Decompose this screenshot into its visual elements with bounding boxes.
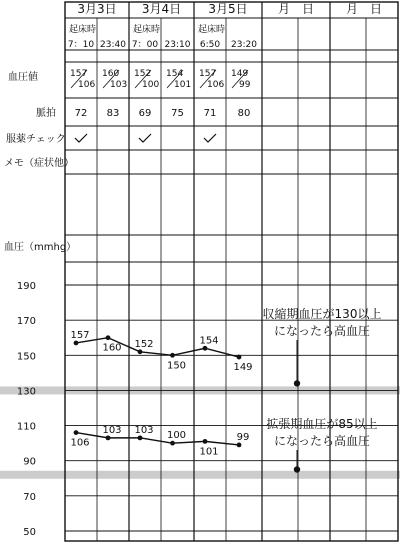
pulse-value: 75 bbox=[171, 108, 184, 119]
data-point bbox=[203, 439, 208, 444]
time-label: 7：00 bbox=[131, 40, 159, 50]
wake-label: 起床時 bbox=[198, 25, 226, 35]
annotation-text: 収縮期血圧が130以上 bbox=[262, 307, 382, 321]
data-point bbox=[138, 349, 143, 354]
date-header: 3月3日 bbox=[77, 2, 117, 16]
bp-systolic: 149 bbox=[231, 69, 249, 79]
data-point bbox=[170, 441, 175, 446]
time-label: 6:50 bbox=[199, 40, 221, 50]
data-point bbox=[170, 353, 175, 358]
y-tick-label: 70 bbox=[23, 491, 36, 503]
y-tick-label: 150 bbox=[16, 351, 36, 363]
pulse-value: 83 bbox=[106, 108, 120, 119]
data-label: 103 bbox=[102, 424, 122, 436]
series-line-1 bbox=[76, 433, 239, 445]
annotation-text: になったら高血圧 bbox=[273, 324, 371, 338]
y-tick-label: 110 bbox=[16, 421, 36, 433]
data-point bbox=[138, 435, 143, 440]
date-header: 3月5日 bbox=[208, 2, 248, 16]
bp-diastolic: 103 bbox=[110, 80, 128, 90]
data-label: 103 bbox=[134, 424, 154, 436]
data-label: 154 bbox=[199, 335, 219, 347]
bp-diastolic: 100 bbox=[142, 80, 160, 90]
time-label: 7：10 bbox=[67, 40, 95, 50]
time-label: 23:40 bbox=[100, 40, 126, 50]
data-label: 150 bbox=[166, 360, 187, 372]
bp-diastolic: 106 bbox=[78, 80, 96, 90]
bp-row-label: 血圧値 bbox=[8, 72, 38, 83]
time-label: 23:10 bbox=[164, 40, 191, 50]
wake-label: 起床時 bbox=[133, 25, 161, 35]
y-tick-label: 50 bbox=[23, 527, 36, 538]
annotation-text: 拡張期血圧が85以上 bbox=[266, 417, 378, 431]
wake-label: 起床時 bbox=[69, 25, 97, 35]
annotation-text: になったら高血圧 bbox=[273, 434, 371, 448]
data-label: 101 bbox=[199, 446, 219, 458]
bp-systolic: 157 bbox=[199, 69, 217, 79]
bp-systolic: 157 bbox=[70, 69, 88, 79]
data-label: 152 bbox=[134, 338, 154, 350]
memo-row-label: メモ（症状他） bbox=[4, 158, 74, 169]
bp-systolic: 154 bbox=[166, 69, 184, 79]
bp-diastolic: 106 bbox=[207, 80, 225, 90]
y-tick-label: 190 bbox=[16, 281, 36, 292]
threshold-band-1 bbox=[0, 471, 400, 479]
med-row-label: 服薬チェック bbox=[6, 134, 66, 145]
annotation-marker bbox=[294, 380, 300, 386]
data-label: 157 bbox=[70, 329, 90, 341]
med-check-mark bbox=[75, 134, 87, 142]
y-tick-label: 170 bbox=[16, 316, 36, 328]
pulse-value: 71 bbox=[203, 108, 217, 119]
data-point bbox=[237, 443, 242, 448]
bp-systolic: 152 bbox=[134, 69, 152, 79]
data-label: 149 bbox=[233, 362, 253, 374]
pulse-row-label: 脈拍 bbox=[36, 108, 56, 119]
annotation-marker bbox=[294, 466, 300, 472]
data-label: 160 bbox=[102, 342, 122, 354]
date-header: 月 日 bbox=[277, 2, 315, 16]
y-tick-label: 90 bbox=[23, 456, 36, 468]
data-label: 106 bbox=[70, 437, 90, 449]
pulse-value: 72 bbox=[74, 108, 88, 119]
data-point bbox=[74, 430, 79, 435]
med-check-mark bbox=[204, 134, 216, 142]
pulse-value: 69 bbox=[138, 108, 152, 119]
y-axis-label: 血圧（mmhg） bbox=[4, 242, 77, 253]
date-header: 月 日 bbox=[345, 2, 383, 16]
y-tick-label: 130 bbox=[16, 386, 36, 398]
data-point bbox=[203, 346, 208, 351]
data-label: 99 bbox=[236, 431, 250, 443]
med-check-mark bbox=[139, 134, 151, 142]
data-point bbox=[106, 335, 111, 340]
date-header: 3月4日 bbox=[141, 2, 182, 16]
data-point bbox=[74, 341, 79, 346]
data-point bbox=[106, 435, 111, 440]
bp-systolic: 160 bbox=[102, 69, 120, 79]
data-label: 100 bbox=[166, 430, 187, 442]
pulse-value: 80 bbox=[237, 108, 251, 119]
data-point bbox=[237, 355, 242, 360]
bp-diastolic: 101 bbox=[174, 80, 192, 90]
bp-diastolic: 99 bbox=[239, 80, 251, 90]
time-label: 23:20 bbox=[231, 40, 257, 50]
